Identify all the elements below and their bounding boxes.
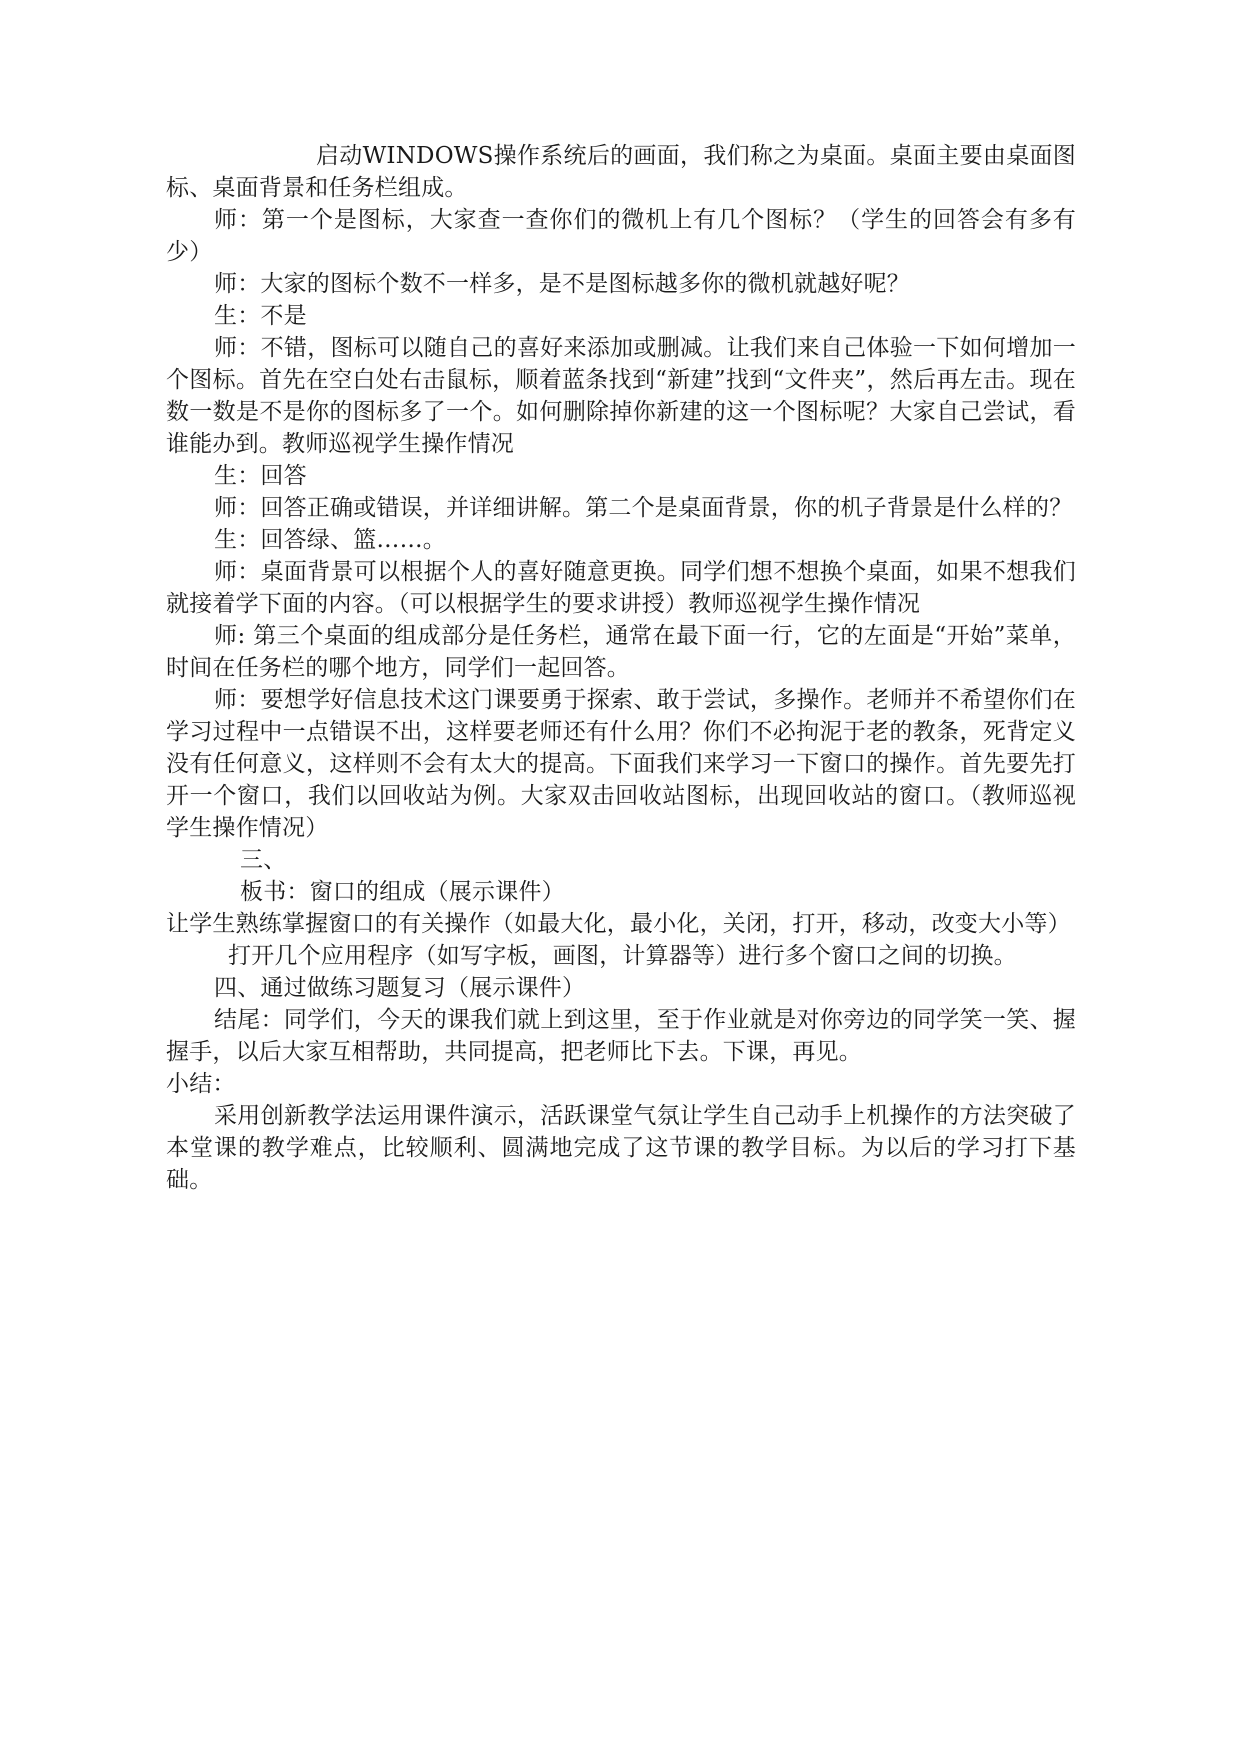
paragraph-board-writing: 板书：窗口的组成（展示课件） xyxy=(240,879,565,905)
document-body xyxy=(166,140,1076,1196)
paragraph-teacher-background: 师：回答正确或错误，并详细讲解。第二个是桌面背景，你的机子背景是什么样的？ xyxy=(214,495,1073,521)
paragraph-teacher-window-intro: 师：要想学好信息技术这门课要勇于探索、敢于尝试，多操作。老师并不希望你们在学习过程中一点错误不出，这样要老师还有什么用？你们不必拘泥于老的教条，死背定义没有任何意义，这样则不会有太大的提高。下面我们来学习一下窗口的操作。首先要先打开一个窗口，我们以回收站为例。大家双击回收站图标，出现回收站的窗口。（教师巡视学生操作情况） xyxy=(166,687,1076,841)
paragraph-teacher-icon-count: 师：大家的图标个数不一样多，是不是图标越多你的微机就越好呢？ xyxy=(214,271,910,297)
paragraph-teacher-change-background: 师：桌面背景可以根据个人的喜好随意更换。同学们想不想换个桌面，如果不想我们就接着学下面的内容。（可以根据学生的要求讲授）教师巡视学生操作情况 xyxy=(166,559,1076,617)
paragraph-window-operations: 让学生熟练掌握窗口的有关操作（如最大化，最小化，关闭，打开，移动，改变大小等） xyxy=(166,911,1071,937)
paragraph-teacher-icons: 师：第一个是图标，大家查一查你们的微机上有几个图标？（学生的回答会有多有少） xyxy=(166,207,1076,265)
paragraph-student-colors: 生：回答绿、篮……。 xyxy=(214,527,446,553)
paragraph-ending: 结尾：同学们，今天的课我们就上到这里，至于作业就是对你旁边的同学笑一笑、握握手，以后大家互相帮助，共同提高，把老师比下去。下课，再见。 xyxy=(166,1007,1076,1065)
paragraph-summary: 采用创新教学法运用课件演示，活跃课堂气氛让学生自己动手上机操作的方法突破了本堂课的教学难点，比较顺利、圆满地完成了这节课的教学目标。为以后的学习打下基础。 xyxy=(166,1103,1076,1193)
paragraph-desktop-intro: 启动WINDOWS操作系统后的画面，我们称之为桌面。桌面主要由桌面图标、桌面背景和任务栏组成。 xyxy=(166,143,1076,201)
paragraph-teacher-taskbar: 师: 第三个桌面的组成部分是任务栏，通常在最下面一行，它的左面是“开始”菜单，时间在任务栏的哪个地方，同学们一起回答。 xyxy=(166,623,1076,681)
paragraph-student-answer: 生：回答 xyxy=(214,463,307,489)
section-four-heading: 四、通过做练习题复习（展示课件） xyxy=(214,975,586,1001)
section-three-heading: 三、 xyxy=(240,847,287,873)
summary-heading: 小结： xyxy=(166,1071,236,1097)
paragraph-teacher-add-icon: 师：不错，图标可以随自己的喜好来添加或删减。让我们来自己体验一下如何增加一个图标。首先在空白处右击鼠标，顺着蓝条找到“新建”找到“文件夹”，然后再左击。现在数一数是不是你的图标多了一个。如何删除掉你新建的这一个图标呢？大家自己尝试，看谁能办到。教师巡视学生操作情况 xyxy=(166,335,1076,457)
paragraph-student-no: 生：不是 xyxy=(214,303,307,329)
paragraph-switch-windows: 打开几个应用程序（如写字板，画图，计算器等）进行多个窗口之间的切换。 xyxy=(228,943,1017,969)
